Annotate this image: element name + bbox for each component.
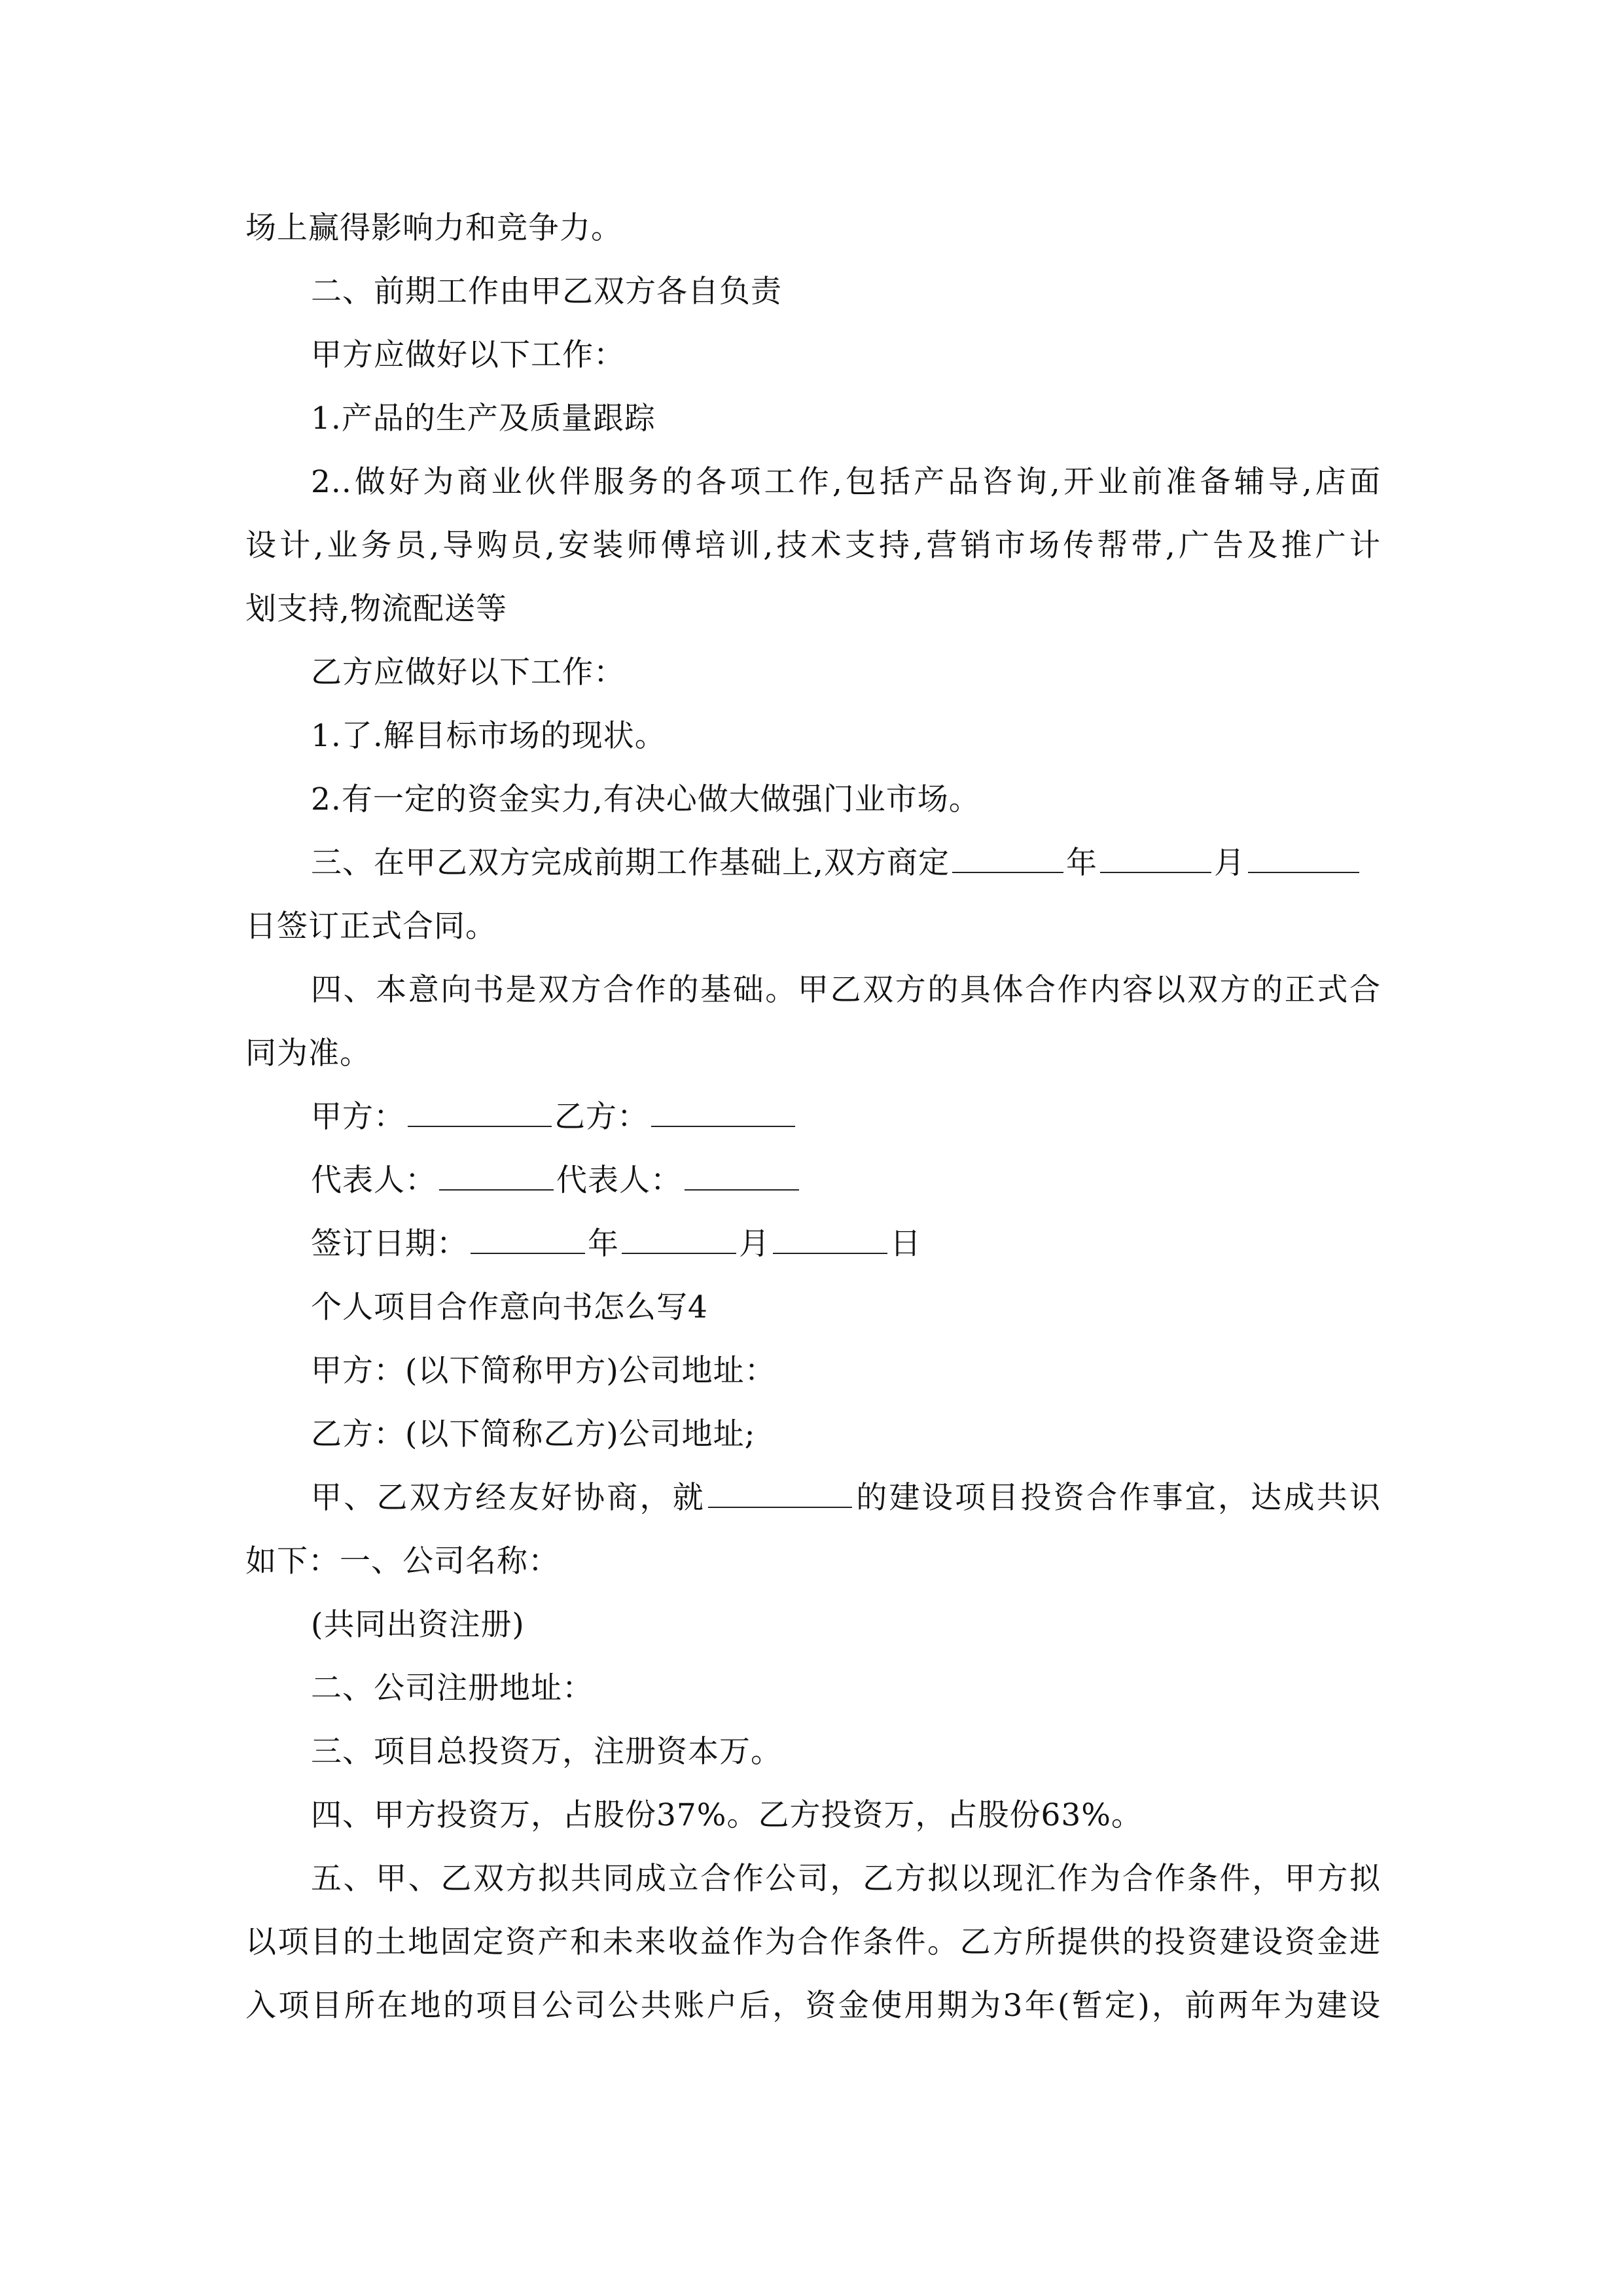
text-segment: 签订日期： — [311, 1226, 468, 1262]
text-line: 同为准。 — [245, 1035, 371, 1071]
text-line: 2..做好为商业伙伴服务的各项工作,包括产品咨询,开业前准备辅导,店面 — [311, 464, 1381, 500]
text-segment: 代表人： — [311, 1162, 437, 1198]
list-item: 1.产品的生产及质量跟踪 — [311, 401, 656, 437]
text-line: 二、公司注册地址： — [311, 1670, 594, 1706]
document-subtitle: 个人项目合作意向书怎么写4 — [311, 1289, 708, 1325]
text-segment: 三、在甲乙双方完成前期工作基础上,双方商定 — [311, 845, 950, 881]
text-segment: 月 — [739, 1226, 770, 1262]
fill-in-blank[interactable] — [1100, 843, 1211, 873]
text-line: 划支持,物流配送等 — [245, 591, 507, 627]
section-heading: 二、前期工作由甲乙双方各自负责 — [311, 274, 782, 310]
text-line: 五、甲、乙双方拟共同成立合作公司，乙方拟以现汇作为合作条件，甲方拟 — [311, 1861, 1381, 1897]
signature-line — [311, 1149, 1381, 1212]
text-line: 乙方应做好以下工作： — [311, 655, 625, 691]
fill-in-blank[interactable] — [622, 1224, 736, 1254]
text-segment: 乙方： — [554, 1099, 649, 1135]
signature-line — [311, 1085, 1381, 1149]
text-segment: 的建设项目投资合作事宜，达成共识 — [855, 1480, 1381, 1516]
list-item: 2.有一定的资金实力,有决心做大做强门业市场。 — [311, 781, 980, 817]
text-line: 四、本意向书是双方合作的基础。甲乙双方的具体合作内容以双方的正式合 — [311, 972, 1381, 1008]
text-line: 甲方应做好以下工作： — [311, 337, 625, 373]
text-segment: 代表人： — [556, 1162, 682, 1198]
text-line: 甲方：(以下简称甲方)公司地址： — [311, 1353, 776, 1389]
text-segment: 年 — [588, 1226, 619, 1262]
fill-in-blank[interactable] — [408, 1097, 552, 1127]
text-line: 三、项目总投资万，注册资本万。 — [311, 1734, 782, 1770]
text-line — [311, 831, 1381, 895]
text-line: 如下：一、公司名称： — [245, 1543, 560, 1579]
fill-in-blank[interactable] — [773, 1224, 887, 1254]
fill-in-blank[interactable] — [685, 1160, 799, 1191]
fill-in-blank[interactable] — [1248, 843, 1359, 873]
text-line: (共同出资注册) — [311, 1607, 525, 1643]
document-page — [245, 0, 1381, 2296]
text-line: 入项目所在地的项目公司公共账户后，资金使用期为3年(暂定)，前两年为建设 — [245, 1988, 1381, 2024]
text-segment: 甲、乙双方经友好协商，就 — [311, 1480, 705, 1516]
fill-in-blank[interactable] — [708, 1478, 852, 1508]
text-line: 四、甲方投资万，占股份37%。乙方投资万，占股份63%。 — [311, 1797, 1143, 1833]
list-item: 1.了.解目标市场的现状。 — [311, 718, 666, 754]
fill-in-blank[interactable] — [439, 1160, 554, 1191]
text-line: 设计,业务员,导购员,安装师傅培训,技术支持,营销市场传帮带,广告及推广计 — [245, 528, 1381, 564]
text-segment: 年 — [1065, 845, 1097, 881]
fill-in-blank[interactable] — [651, 1097, 795, 1127]
text-segment: 月 — [1213, 845, 1245, 881]
text-segment: 甲方： — [311, 1099, 405, 1135]
text-segment: 日 — [890, 1226, 921, 1262]
date-line — [311, 1212, 1381, 1276]
text-line: 以项目的土地固定资产和未来收益作为合作条件。乙方所提供的投资建设资金进 — [245, 1924, 1381, 1960]
text-line: 场上赢得影响力和竞争力。 — [245, 210, 622, 246]
fill-in-blank[interactable] — [471, 1224, 585, 1254]
text-line: 日签订正式合同。 — [245, 908, 497, 944]
text-line — [311, 1466, 1381, 1530]
fill-in-blank[interactable] — [952, 843, 1063, 873]
text-line: 乙方：(以下简称乙方)公司地址; — [311, 1416, 756, 1452]
